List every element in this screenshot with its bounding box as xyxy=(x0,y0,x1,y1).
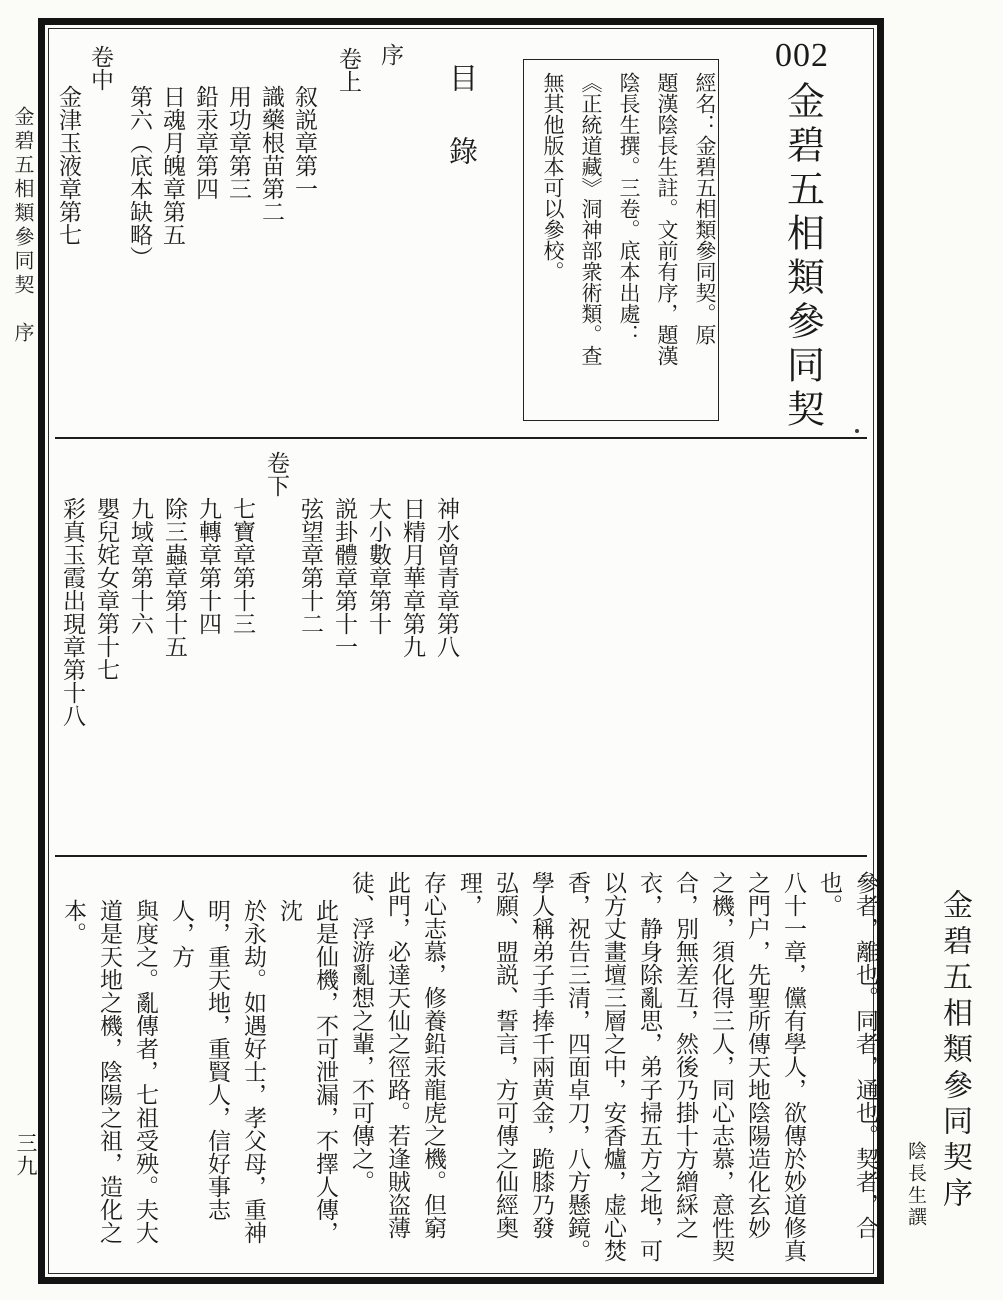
preface-flow xyxy=(55,859,1003,1263)
text-column: 參者，離也。同者，通也。契者，合也。 xyxy=(817,871,878,1239)
toc-items-juan-shang xyxy=(123,33,321,435)
preface-paragraph-2 xyxy=(55,859,343,1263)
toc-item: 用功章第三 xyxy=(226,85,251,200)
toc-heading: 目錄 xyxy=(445,63,477,209)
toc-item: 除三蟲章第十五 xyxy=(162,497,187,658)
text-column: 存心志慕，修養鉛汞龍虎之機。但窮 xyxy=(421,871,446,1239)
toc-item: 金津玉液章第七 xyxy=(56,85,81,246)
section-divider-rule xyxy=(55,855,867,857)
text-column: 徒、浮游亂想之輩，不可傳之。 xyxy=(349,871,374,1193)
text-column: 學人稱弟子手捧千兩黄金，跪膝乃發 xyxy=(529,871,554,1239)
margin-running-title: 金碧五相類參同契 序 xyxy=(11,106,33,346)
preface-title: 金碧五相類參同契序 xyxy=(938,889,971,1213)
text-column: 此門，必達天仙之徑路。若逢賊盗薄 xyxy=(385,871,410,1239)
toc-head xyxy=(39,33,479,435)
text-column: 於永劫。如遇好士，孝父母，重神 xyxy=(241,899,266,1244)
page-content xyxy=(55,33,971,1269)
toc-section-juan-shang: 卷上 xyxy=(336,47,361,93)
toc-item: 説卦體章第十一 xyxy=(332,497,357,658)
colophon-line: 經名：金碧五相類參同契。原 xyxy=(693,72,717,345)
folio-page-number: 三九 xyxy=(14,1132,38,1178)
toc-item: 日魂月魄章第五 xyxy=(160,85,185,246)
toc-item: 鉛汞章第四 xyxy=(193,85,218,200)
toc-item: 彩真玉霞出現章第十八 xyxy=(60,497,85,727)
colophon-text xyxy=(534,72,724,408)
title-block xyxy=(773,39,831,438)
text-column: 八十一章，儻有學人，欲傳於妙道修真 xyxy=(781,871,806,1262)
text-column: 合，別無差互，然後乃掛十方繒綵之 xyxy=(673,871,698,1239)
preface-author: 陰長生譔 xyxy=(905,1141,926,1229)
text-column: 道是天地之機，陰陽之祖，造化之 xyxy=(97,899,122,1244)
colophon-line: 題漢陰長生註。文前有序，題漢 xyxy=(655,72,679,366)
colophon-box xyxy=(523,59,719,421)
toc-item: 弦望章第十二 xyxy=(298,497,323,635)
toc-item: 識藥根苗第二 xyxy=(259,85,284,223)
preface-paragraph-1 xyxy=(343,859,883,1263)
section-title-and-toc xyxy=(55,33,867,435)
colophon-line: 《正統道藏》洞神部衆術類。查 xyxy=(579,72,603,366)
text-column: 此是仙機，不可泄漏，不擇人傳，沈 xyxy=(277,899,338,1244)
toc-item: 神水曾青章第八 xyxy=(434,497,459,658)
text-column: 之機，須化得三人，同心志慕，意性契 xyxy=(709,871,734,1262)
text-column: 之門户，先聖所傳天地陰陽造化玄妙 xyxy=(745,871,770,1239)
toc-section-xu: 序 xyxy=(378,43,403,66)
main-title: 金碧五相類參同契 xyxy=(780,81,823,433)
text-column: 弘願、盟説、誓言，方可傳之仙經奥理， xyxy=(457,871,518,1239)
colophon-line: 陰長生撰。三卷。底本出處： xyxy=(617,72,641,345)
toc-item: 嬰兒姹女章第十七 xyxy=(94,497,119,681)
section-toc-continued xyxy=(55,441,867,853)
text-column: 衣，静身除亂思，弟子掃五方之地，可 xyxy=(637,871,662,1262)
colophon-line: 無其他版本可以參校。 xyxy=(541,72,565,282)
toc-item: 大小數章第十 xyxy=(366,497,391,635)
toc-section-juan-zhong: 卷中 xyxy=(88,45,113,91)
toc-item: 第六（底本缺略） xyxy=(127,85,152,269)
toc-item: 叙説章第一 xyxy=(292,85,317,200)
section-preface xyxy=(55,859,971,1263)
doc-number: 002 xyxy=(775,37,829,74)
toc-section-juan-xia: 卷下 xyxy=(264,451,289,497)
page-frame xyxy=(38,18,971,1284)
text-column: 與度之。亂傳者，七祖受殃。夫大 xyxy=(133,899,158,1244)
toc-item: 日精月華章第九 xyxy=(400,497,425,658)
text-column: 本。 xyxy=(61,899,86,945)
text-column: 香，祝告三清，四面卓刀，八方懸鏡。 xyxy=(565,871,590,1262)
text-column: 以方丈畫壇三層之中，安香爐，虚心焚 xyxy=(601,871,626,1262)
text-column: 明，重天地，重賢人，信好事志人，方 xyxy=(169,899,230,1221)
toc-continued-flow xyxy=(55,441,477,863)
section-divider-rule xyxy=(55,437,867,439)
toc-item: 九域章第十六 xyxy=(128,497,153,635)
toc-item: 九轉章第十四 xyxy=(196,497,221,635)
toc-item: 七寶章第十三 xyxy=(230,497,255,635)
